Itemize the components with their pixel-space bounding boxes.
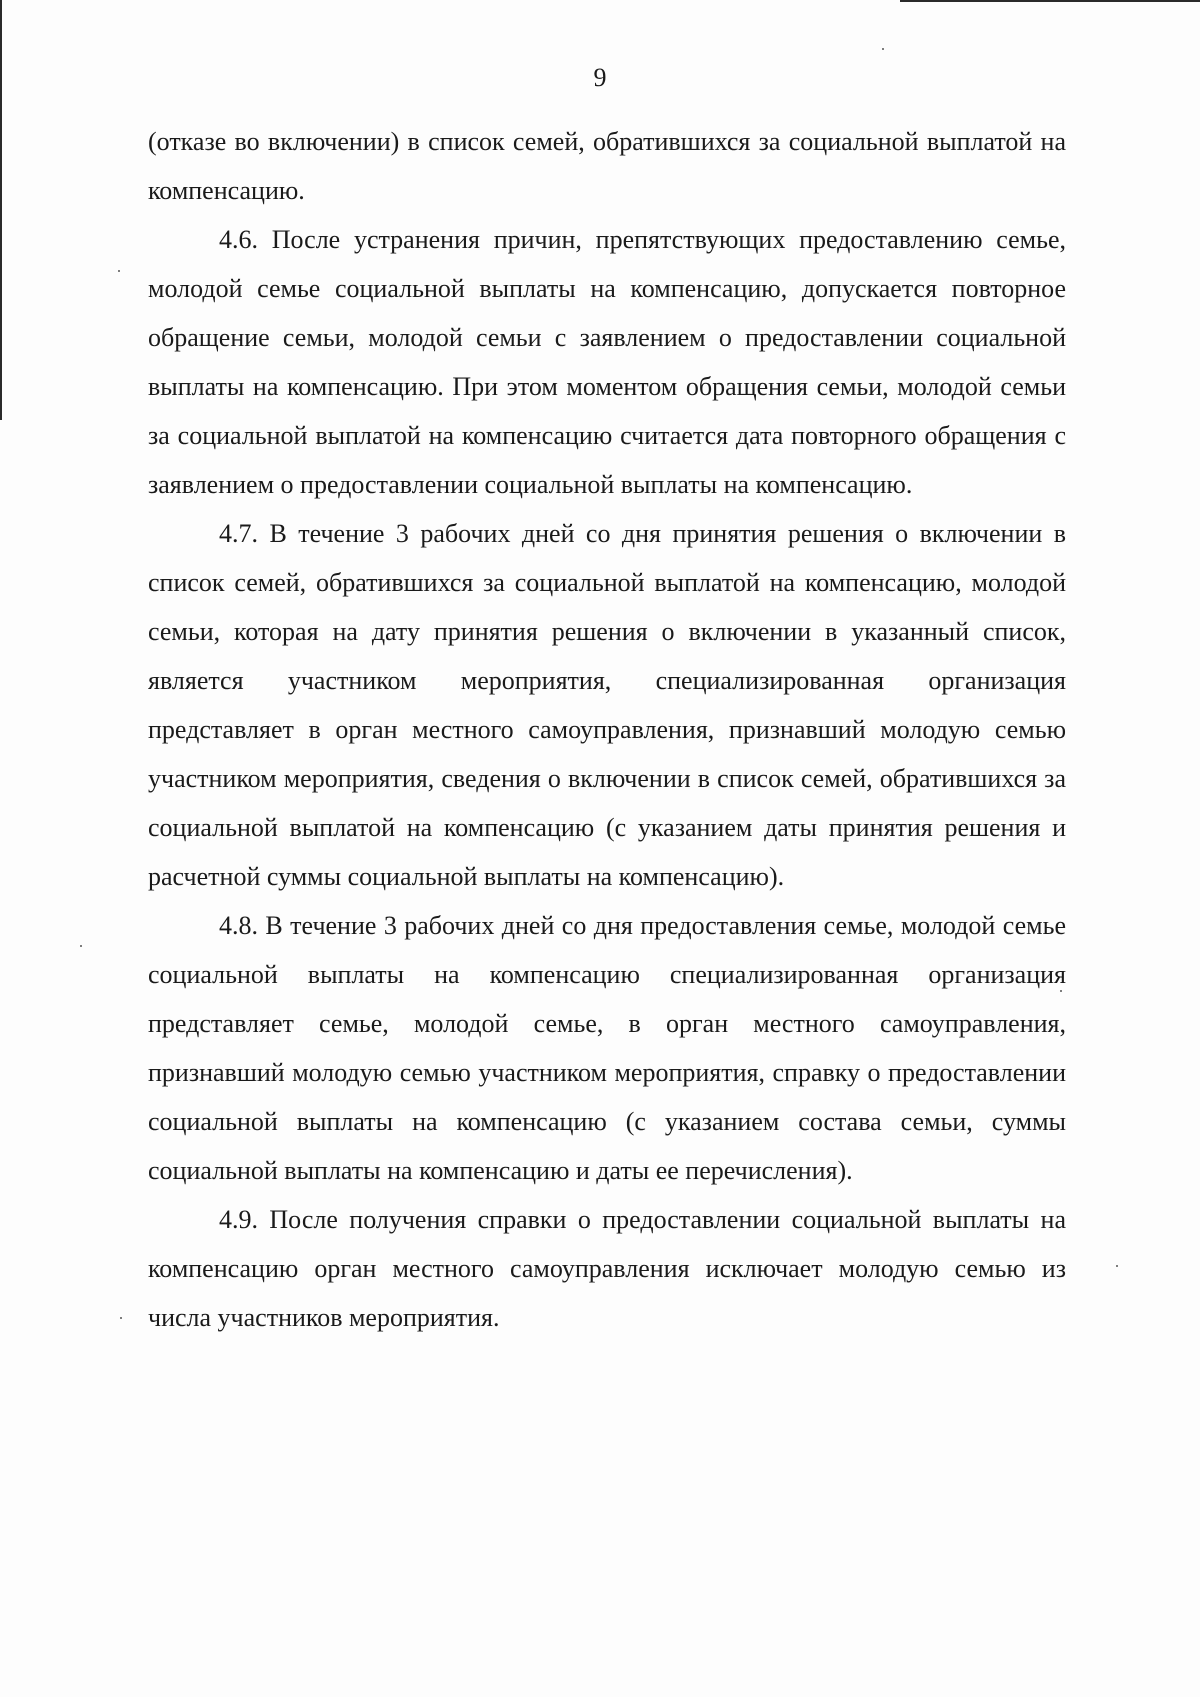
document-body (148, 117, 1066, 1342)
paragraph-4-6: 4.6. После устранения причин, препятствующих предоставлению семье, молодой семье социальной выплаты на компенсацию, допускается повторное обращение семьи, молодой семьи с заявлением о предоставлении социальной выплаты на компенсацию. При этом моментом обращения семьи, молодой семьи за социальной выплатой на компенсацию считается дата повторного обращения с заявлением о предоставлении социальной выплаты на компенсацию. (148, 225, 1066, 499)
page-number: 9 (593, 63, 607, 92)
paragraph-continuation: (отказе во включении) в список семей, обратившихся за социальной выплатой на компенсацию. (148, 127, 1066, 205)
scan-speck (80, 945, 82, 947)
scan-speck (882, 48, 884, 50)
scan-speck (1116, 1265, 1118, 1267)
scan-speck (120, 1317, 122, 1319)
paragraph-4-9: 4.9. После получения справки о предоставлении социальной выплаты на компенсацию орган местного самоуправления исключает молодую семью из числа участников мероприятия. (148, 1205, 1066, 1332)
scan-speck (1060, 990, 1062, 992)
paragraph-4-7: 4.7. В течение 3 рабочих дней со дня принятия решения о включении в список семей, обратившихся за социальной выплатой на компенсацию, молодой семьи, которая на дату принятия решения о включении в указанный список, является участником мероприятия, специализированная организация представляет в орган местного самоуправления, признавший молодую семью участником мероприятия, сведения о включении в список семей, обратившихся за социальной выплатой на компенсацию (с указанием даты принятия решения и расчетной суммы социальной выплаты на компенсацию). (148, 519, 1066, 891)
scan-top-line (900, 0, 1200, 2)
paragraph-4-8: 4.8. В течение 3 рабочих дней со дня предоставления семье, молодой семье социальной выплаты на компенсацию специализированная организация представляет семье, молодой семье, в орган местного самоуправления, признавший молодую семью участником мероприятия, справку о предоставлении социальной выплаты на компенсацию (с указанием состава семьи, суммы социальной выплаты на компенсацию и даты ее перечисления). (148, 911, 1066, 1185)
scan-speck (118, 270, 120, 272)
